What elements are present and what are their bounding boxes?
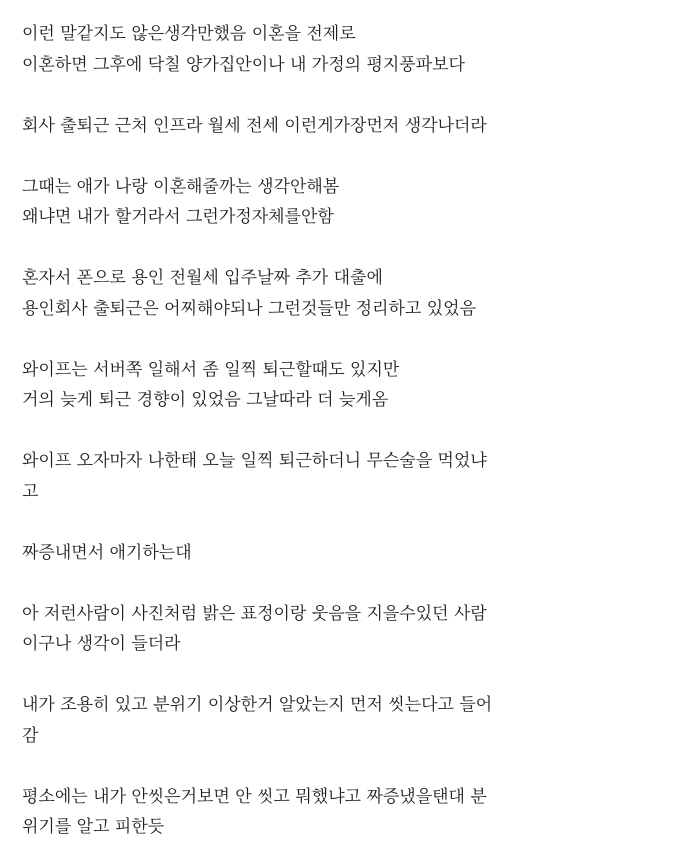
text-line: 짜증내면서 애기하는대: [22, 542, 192, 563]
text-line: 이구나 생각이 들더라: [22, 634, 181, 654]
paragraph: [22, 172, 682, 233]
text-line: 평소에는 내가 안씻은거보면 안 씻고 뭐했냐고 짜증냈을탠대 분: [22, 786, 487, 807]
paragraph-spacer: [22, 80, 682, 111]
paragraph: [22, 782, 682, 843]
paragraph: [22, 690, 682, 751]
paragraph: [22, 446, 682, 507]
text-line: 아 저런사람이 사진처럼 밝은 표정이랑 웃음을 지을수있던 사람: [22, 603, 487, 624]
paragraph: [22, 599, 682, 660]
text-line: 고: [22, 481, 39, 502]
text-line: 거의 늦게 퇴근 경향이 있었음 그날따라 더 늦게옴: [22, 390, 389, 410]
text-line: 왜냐면 내가 할거라서 그런가정자체를안함: [22, 207, 334, 227]
text-line: 감: [22, 725, 39, 746]
text-line: 회사 출퇴근 근처 인프라 월세 전세 이런게가장먼저 생각나더라: [22, 115, 487, 136]
text-line: 내가 조용히 있고 분위기 이상한거 알았는지 먼저 씻는다고 들어: [22, 695, 493, 715]
text-line: 용인회사 출퇴근은 어찌해야되나 그런것들만 정리하고 있었음: [22, 298, 476, 319]
paragraph: [22, 538, 682, 569]
paragraph-spacer: [22, 568, 682, 599]
paragraph-spacer: [22, 233, 682, 264]
paragraph-spacer: [22, 324, 682, 355]
text-line: 위기를 알고 피한듯: [22, 817, 165, 837]
paragraph-spacer: [22, 751, 682, 782]
paragraph-spacer: [22, 416, 682, 447]
text-line: 그때는 애가 나랑 이혼해줄까는 생각안해봄: [22, 176, 340, 197]
text-line: 이혼하면 그후에 닥칠 양가집안이나 내 가정의 평지풍파보다: [22, 54, 465, 75]
text-line: 와이프는 서버쪽 일해서 좀 일찍 퇴근할때도 있지만: [22, 359, 400, 380]
text-line: 와이프 오자마자 나한태 오늘 일찍 퇴근하더니 무슨술을 먹었냐: [22, 451, 487, 471]
paragraph: [22, 355, 682, 416]
paragraph-spacer: [22, 141, 682, 172]
paragraph-spacer: [22, 660, 682, 691]
paragraph: [22, 19, 682, 80]
paragraph: [22, 111, 682, 142]
paragraph-spacer: [22, 507, 682, 538]
post-body: [22, 19, 682, 843]
text-line: 이런 말같지도 않은생각만했음 이혼을 전제로: [22, 24, 356, 44]
paragraph: [22, 263, 682, 324]
text-line: 혼자서 폰으로 용인 전월세 입주날짜 추가 대출에: [22, 268, 383, 288]
